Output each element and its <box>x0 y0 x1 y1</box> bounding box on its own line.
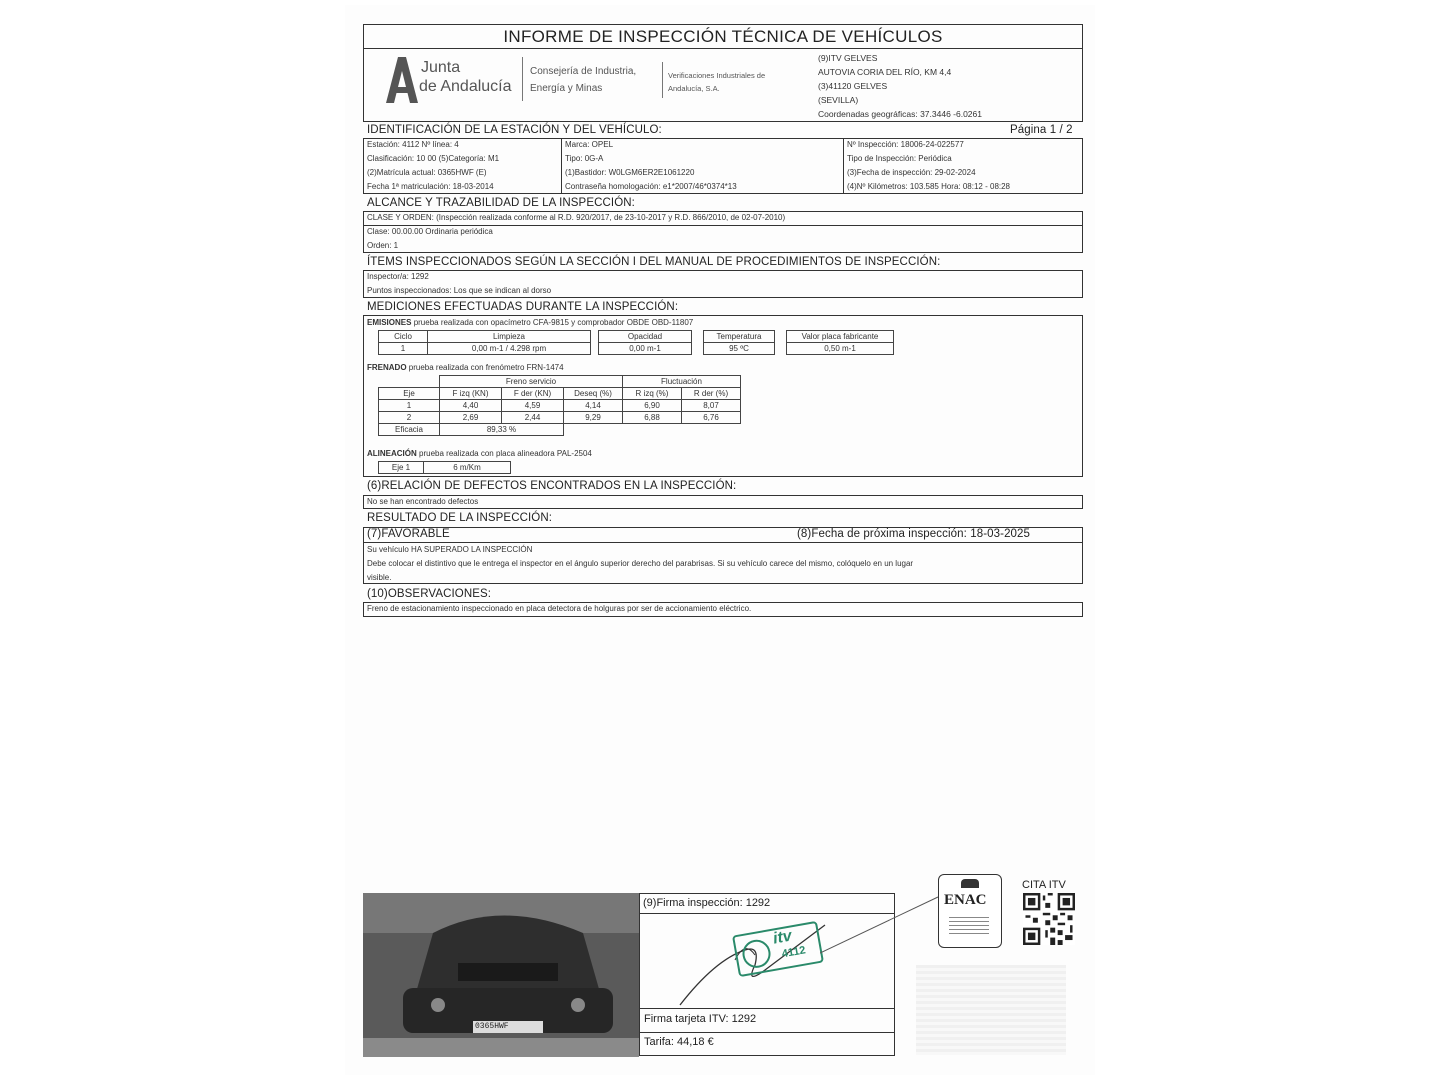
stamp-emblem <box>740 938 772 970</box>
items-line1: Inspector/a: 1292 <box>367 272 429 281</box>
braking-cell: 8,07 <box>682 400 741 412</box>
braking-cell: 4,59 <box>502 400 564 412</box>
scope-line2: Clase: 00.00.00 Ordinaria periódica <box>367 227 493 236</box>
id-col1-row1: Estación: 4112 Nº línea: 4 <box>367 140 459 149</box>
document-title: INFORME DE INSPECCIÓN TÉCNICA DE VEHÍCULOS <box>503 27 943 46</box>
id-col2-row4: Contraseña homologación: e1*2007/46*0374*13 <box>565 182 737 191</box>
items-heading: ÍTEMS INSPECCIONADOS SEGÚN LA SECCIÓN I DEL MANUAL DE PROCEDIMIENTOS DE INSPECCIÓN: <box>367 256 941 268</box>
id-col3-row2: Tipo de Inspección: Periódica <box>847 154 952 163</box>
braking-cell: 6,88 <box>623 412 682 424</box>
measurements-heading: MEDICIONES EFECTUADAS DURANTE LA INSPECCIÓN: <box>367 301 679 313</box>
braking-header-imbalance: Deseq (%) <box>564 388 623 400</box>
id-divider-2 <box>843 139 844 193</box>
emissions-value-opacity: 0,00 m-1 <box>599 343 692 355</box>
braking-group-fluctuation: Fluctuación <box>623 376 741 388</box>
emissions-header-plate: Valor placa fabricante <box>787 331 894 343</box>
braking-cell: 4,40 <box>440 400 502 412</box>
braking-title <box>367 363 564 372</box>
braking-cell: 1 <box>379 400 440 412</box>
braking-cell: 6,90 <box>623 400 682 412</box>
dept-line2: Energía y Minas <box>530 83 603 94</box>
enac-logo <box>938 874 1002 948</box>
id-col3-row1: Nº Inspección: 18006-24-022577 <box>847 140 964 149</box>
alignment-label: ALINEACIÓN <box>367 449 417 458</box>
emissions-value-temperature: 95 ºC <box>704 343 775 355</box>
braking-text: prueba realizada con frenómetro FRN-1474 <box>408 363 564 372</box>
stamp-text: itv <box>771 927 794 948</box>
result-line1: Su vehículo HA SUPERADO LA INSPECCIÓN <box>367 545 533 554</box>
scope-line1: CLASE Y ORDEN: (Inspección realizada conforme al R.D. 920/2017, de 23-10-2017 y R.D. 866/2010, de 02-07-2010) <box>367 213 786 222</box>
logo-divider <box>522 57 523 101</box>
faded-legal-block <box>916 965 1066 1055</box>
station-line3: (3)41120 GELVES <box>818 81 888 91</box>
emissions-header-cleaning: Limpieza <box>428 331 591 343</box>
id-col1-row3: (2)Matrícula actual: 0365HWF (E) <box>367 168 487 177</box>
scope-heading: ALCANCE Y TRAZABILIDAD DE LA INSPECCIÓN: <box>367 197 635 209</box>
efficacy-label: Eficacia <box>379 424 440 436</box>
braking-cell: 2,44 <box>502 412 564 424</box>
result-status: (7)FAVORABLE <box>367 528 450 540</box>
company-line1: Verificaciones Industriales de <box>668 71 766 80</box>
title-box <box>363 24 1083 49</box>
braking-header-fright: F der (KN) <box>502 388 564 400</box>
emissions-label: EMISIONES <box>367 318 412 327</box>
scope-line3: Orden: 1 <box>367 241 399 250</box>
id-col3-row4: (4)Nº Kilómetros: 103.585 Hora: 08:12 - 08:28 <box>847 182 1011 191</box>
emissions-table-opacity <box>598 330 692 355</box>
braking-table <box>378 375 741 436</box>
braking-cell: 2,69 <box>440 412 502 424</box>
dept-line1: Consejería de Industria, <box>530 66 637 77</box>
id-col2-row3: (1)Bastidor: W0LGM6ER2E1061220 <box>565 168 695 177</box>
car-image <box>363 893 639 1057</box>
id-col1-row4: Fecha 1ª matriculación: 18-03-2014 <box>367 182 494 191</box>
result-line3: visible. <box>367 573 392 582</box>
license-plate: 0365HWF <box>475 1022 509 1031</box>
station-line2: AUTOVIA CORIA DEL RÍO, KM 4,4 <box>818 67 952 77</box>
enac-label: ENAC <box>944 892 987 908</box>
next-inspection: (8)Fecha de próxima inspección: 18-03-2025 <box>797 528 1031 540</box>
alignment-table <box>378 461 511 474</box>
result-line2: Debe colocar el distintivo que le entrega el inspector en el ángulo superior derecho del parabrisas. Si su vehículo carece del mismo, colóquelo en un lugar <box>367 559 914 568</box>
emissions-header-opacity: Opacidad <box>599 331 692 343</box>
vehicle-photo <box>363 893 639 1057</box>
braking-row <box>379 400 741 412</box>
emissions-table-temperature <box>703 330 775 355</box>
braking-group-service: Freno servicio <box>440 376 623 388</box>
braking-row <box>379 412 741 424</box>
braking-cell: 2 <box>379 412 440 424</box>
id-divider-1 <box>561 139 562 193</box>
alignment-title <box>367 449 592 458</box>
qr-code-icon[interactable] <box>1023 893 1075 945</box>
result-heading: RESULTADO DE LA INSPECCIÓN: <box>367 512 553 524</box>
emissions-value-plate: 0,50 m-1 <box>787 343 894 355</box>
braking-header-fleft: F izq (KN) <box>440 388 502 400</box>
efficacy-blank <box>564 424 741 436</box>
braking-label: FRENADO <box>367 363 407 372</box>
braking-cell: 9,29 <box>564 412 623 424</box>
qr-label: CITA ITV <box>1022 879 1066 891</box>
braking-corner <box>379 376 440 388</box>
items-line2: Puntos inspeccionados: Los que se indican al dorso <box>367 286 552 295</box>
observations-heading: (10)OBSERVACIONES: <box>367 588 492 600</box>
emissions-table-main <box>378 330 591 355</box>
junta-andalucia-logo <box>378 57 418 103</box>
identification-heading: IDENTIFICACIÓN DE LA ESTACIÓN Y DEL VEHÍCULO: <box>367 124 662 136</box>
efficacy-value: 89,33 % <box>440 424 564 436</box>
id-col2-row1: Marca: OPEL <box>565 140 614 149</box>
fee: Tarifa: 44,18 € <box>644 1036 714 1048</box>
page-number: Página 1 / 2 <box>1010 124 1073 136</box>
signature-line-3 <box>640 1032 894 1033</box>
alignment-text: prueba realizada con placa alineadora PAL-2504 <box>419 449 592 458</box>
id-col3-row3: (3)Fecha de inspección: 29-02-2024 <box>847 168 976 177</box>
connector-line <box>820 895 940 955</box>
braking-header-rright: R der (%) <box>682 388 741 400</box>
emissions-title <box>367 318 693 327</box>
alignment-axle: Eje 1 <box>379 462 424 474</box>
braking-header-rleft: R izq (%) <box>623 388 682 400</box>
station-line4: (SEVILLA) <box>818 95 859 105</box>
observations-text: Freno de estacionamiento inspeccionado en placa detectora de holguras por ser de accionamiento eléctrico. <box>367 604 752 613</box>
defects-heading: (6)RELACIÓN DE DEFECTOS ENCONTRADOS EN LA INSPECCIÓN: <box>367 480 737 492</box>
braking-cell: 6,76 <box>682 412 741 424</box>
id-col1-row2: Clasificación: 10 00 (5)Categoría: M1 <box>367 154 500 163</box>
result-divider <box>364 542 1082 543</box>
emissions-header-cycle: Ciclo <box>379 331 428 343</box>
station-line5: Coordenadas geográficas: 37.3446 -6.0261 <box>818 109 982 119</box>
braking-header-axle: Eje <box>379 388 440 400</box>
brand-line2: de Andalucía <box>419 78 512 95</box>
stamp-number: 4112 <box>780 944 807 961</box>
enac-fine-print <box>949 917 989 937</box>
inspection-signature-label: (9)Firma inspección: 1292 <box>643 897 771 909</box>
enac-crown-icon <box>961 879 979 888</box>
id-col2-row2: Tipo: 0G-A <box>565 154 604 163</box>
station-line1: (9)ITV GELVES <box>818 53 878 63</box>
alignment-value: 6 m/Km <box>424 462 511 474</box>
emissions-value-cycle: 1 <box>379 343 428 355</box>
defects-text: No se han encontrado defectos <box>367 497 479 506</box>
emissions-text: prueba realizada con opacímetro CFA-9815 y comprobador OBDE OBD-11807 <box>413 318 694 327</box>
logo-divider-2 <box>662 62 663 98</box>
emissions-value-cleaning: 0,00 m-1 / 4.298 rpm <box>428 343 591 355</box>
company-line2: Andalucía, S.A. <box>668 84 720 93</box>
emissions-header-temperature: Temperatura <box>704 331 775 343</box>
braking-cell: 4,14 <box>564 400 623 412</box>
emissions-table-plate <box>786 330 894 355</box>
brand-line1: Junta <box>421 59 461 76</box>
card-signature: Firma tarjeta ITV: 1292 <box>644 1013 757 1025</box>
